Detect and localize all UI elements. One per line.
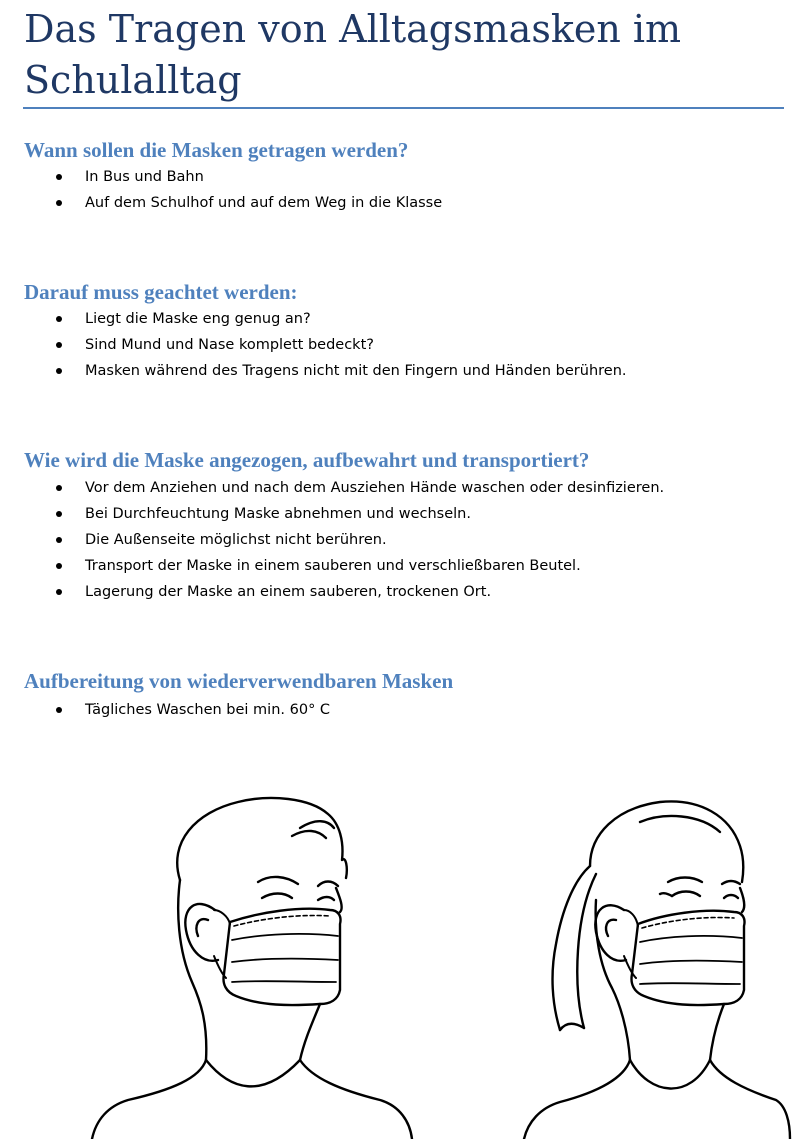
list-item-text: Bei Durchfeuchtung Maske abnehmen und wechseln. xyxy=(85,506,471,522)
bullet-icon xyxy=(56,316,62,322)
list-item-text: Vor dem Anziehen und nach dem Ausziehen Hände waschen oder desinfizieren. xyxy=(85,480,665,496)
bullet-icon xyxy=(56,707,62,713)
list-item-text: Masken während des Tragens nicht mit den Fingern und Händen berühren. xyxy=(85,363,627,379)
section-heading-attention: Darauf muss geachtet werden: xyxy=(24,280,298,304)
bullet-icon xyxy=(56,563,62,569)
page-title: Das Tragen von Alltagsmasken im Schulalltag xyxy=(24,7,682,102)
mask-illustration xyxy=(0,760,800,1139)
bullet-icon xyxy=(56,174,62,180)
woman-wearing-mask-icon xyxy=(524,801,790,1139)
list-item-text: Lagerung der Maske an einem sauberen, trockenen Ort. xyxy=(85,584,492,600)
list-item-text: Auf dem Schulhof und auf dem Weg in die Klasse xyxy=(85,195,443,211)
list-item-text: Transport der Maske in einem sauberen und verschließbaren Beutel. xyxy=(85,558,581,574)
list-item-text: Die Außenseite möglichst nicht berühren. xyxy=(85,532,387,548)
title-divider xyxy=(23,107,784,109)
list-item-text: In Bus und Bahn xyxy=(85,169,204,185)
bullet-icon xyxy=(56,485,62,491)
bullet-icon xyxy=(56,200,62,206)
section-heading-handling: Wie wird die Maske angezogen, aufbewahrt und transportiert? xyxy=(24,448,590,472)
bullet-icon xyxy=(56,589,62,595)
list-item-text: Liegt die Maske eng genug an? xyxy=(85,311,311,327)
bullet-icon xyxy=(56,511,62,517)
man-wearing-mask-icon xyxy=(92,798,412,1139)
list-item-text: Tägliches Waschen bei min. 60° C xyxy=(85,702,331,718)
bullet-icon xyxy=(56,537,62,543)
section-heading-when: Wann sollen die Masken getragen werden? xyxy=(24,138,409,162)
bullet-icon xyxy=(56,368,62,374)
list-item-text: Sind Mund und Nase komplett bedeckt? xyxy=(85,337,374,353)
bullet-icon xyxy=(56,342,62,348)
section-heading-cleaning: Aufbereitung von wiederverwendbaren Masken xyxy=(24,669,454,693)
